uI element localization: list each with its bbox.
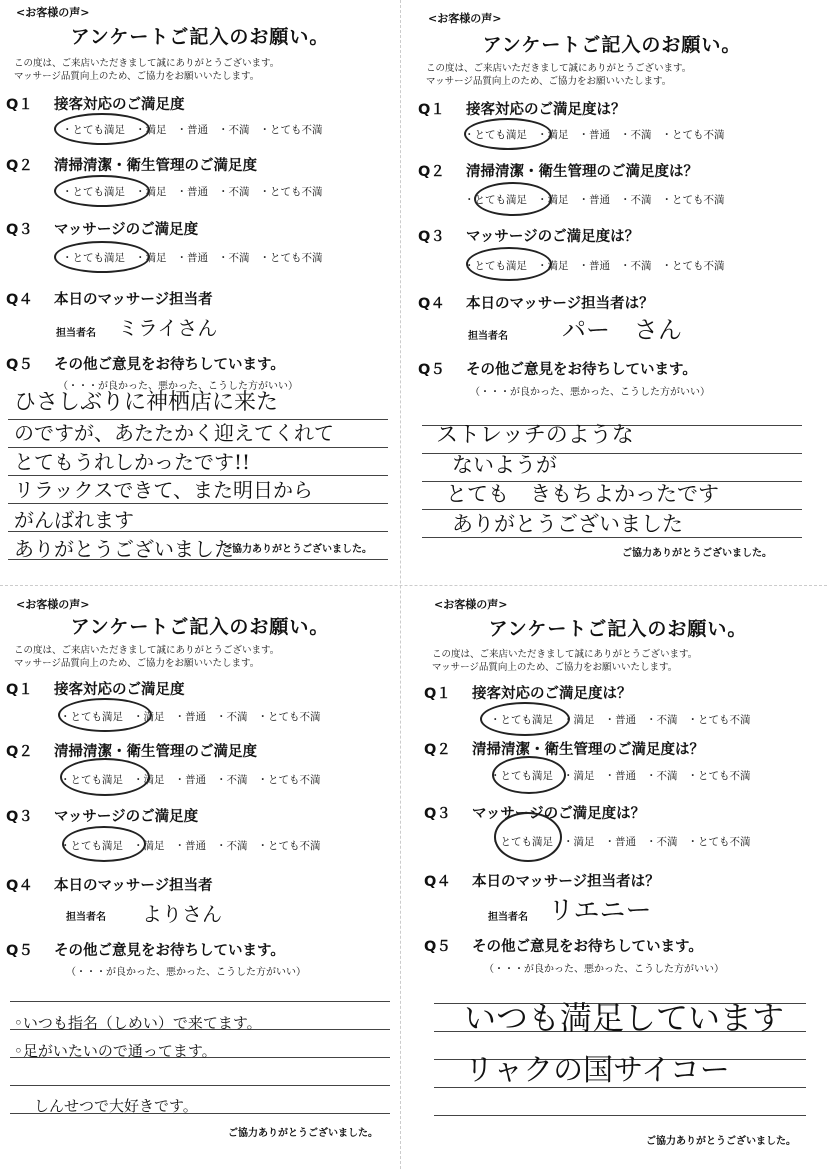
options-q3: ・とても満足 ・満足 ・普通 ・不満 ・とても不満 [464, 260, 725, 272]
comment-line-1[interactable]: ◦いつも指名（しめい）で来てます。 [14, 1014, 262, 1032]
option-satisfied[interactable]: ・満足 [135, 124, 167, 136]
survey-title: アンケートご記入のお願い。 [488, 618, 748, 640]
comment-line-3[interactable]: とても きもちよかったです [446, 482, 719, 506]
comment-line-1[interactable]: ひさしぶりに神栖店に来た [14, 390, 279, 415]
survey-title: アンケートご記入のお願い。 [482, 34, 742, 56]
answer-circle [492, 756, 566, 794]
question-3: Q３ マッサージのご満足度は？ [418, 229, 640, 245]
options-q2: ・とても満足 ・満足 ・普通 ・不満 ・とても不満 [62, 186, 323, 198]
question-2: Q２ 清掃清潔・衛生管理のご満足度は？ [418, 164, 698, 180]
comment-line-2[interactable]: ◦足がいたいので通ってます。 [14, 1042, 217, 1060]
question-5: Q５ その他ご意見をお待ちしています。 [6, 357, 285, 373]
staff-name[interactable]: よりさん [142, 902, 222, 926]
options-q3: ・とても満足 ・満足 ・普通 ・不満 ・とても不満 [62, 252, 323, 264]
options-q1: ・とても満足 ・満足 ・普通 ・不満 ・とても不満 [490, 714, 751, 726]
answer-circle [58, 698, 152, 732]
staff-name[interactable]: リエニー [548, 896, 652, 926]
options-q3: ・とても満足 ・満足 ・普通 ・不満 ・とても不満 [490, 836, 751, 848]
question-4: Q４ 本日のマッサージ担当者は？ [424, 874, 660, 890]
question-1: Q１ 接客対応のご満足度 [6, 97, 185, 113]
intro-text: この度は、ご来店いただきまして誠にありがとうございます。 マッサージ品質向上のため、ご協力をお願いいたします。 [426, 63, 692, 87]
intro-text: この度は、ご来店いただきまして誠にありがとうございます。 マッサージ品質向上のため、ご協力をお願いいたします。 [14, 645, 280, 669]
staff-label: 担当者名 [66, 912, 106, 923]
thanks-text: ご協力ありがとうございました。 [622, 548, 772, 559]
question-5: Q５ その他ご意見をお待ちしています。 [418, 362, 697, 378]
option-dissatisfied[interactable]: ・不満 [218, 124, 250, 136]
answer-circle [54, 241, 150, 273]
comment-line-6[interactable]: ありがとうございました [14, 537, 234, 561]
comment-line-4[interactable]: ありがとうございました [452, 512, 683, 536]
options-q2: ・とても満足 ・満足 ・普通 ・不満 ・とても不満 [490, 770, 751, 782]
comment-line-5[interactable]: がんばれます [14, 508, 134, 532]
option-normal[interactable]: ・普通 [176, 124, 208, 136]
question-4: Q４ 本日のマッサージ担当者は？ [418, 296, 654, 312]
intro-text: この度は、ご来店いただきまして誠にありがとうございます。 マッサージ品質向上のため、ご協力をお願いいたします。 [14, 58, 280, 82]
comment-line-1[interactable]: ストレッチのような [436, 423, 634, 448]
answer-circle [494, 812, 562, 862]
q5-subtitle: （・・・が良かった、悪かった、こうした方がいい） [484, 964, 724, 975]
staff-label: 担当者名 [56, 328, 96, 339]
survey-title: アンケートご記入のお願い。 [70, 26, 330, 48]
q5-subtitle: （・・・が良かった、悪かった、こうした方がいい） [66, 967, 306, 978]
answer-circle [62, 826, 146, 862]
intro-text: この度は、ご来店いただきまして誠にありがとうございます。 マッサージ品質向上のため、ご協力をお願いいたします。 [432, 649, 698, 673]
question-1: Q１ 接客対応のご満足度は？ [424, 686, 632, 702]
answer-circle [54, 175, 150, 207]
question-2: Q２ 清掃清潔・衛生管理のご満足度は？ [424, 742, 704, 758]
comment-line-3[interactable]: しんせつで大好きです。 [34, 1097, 198, 1115]
question-4: Q４ 本日のマッサージ担当者 [6, 292, 213, 308]
options-q2: ・とても満足 ・満足 ・普通 ・不満 ・とても不満 [60, 774, 321, 786]
thanks-text: ご協力ありがとうございました。 [228, 1128, 378, 1139]
comment-line-1[interactable]: いつも満足しています [464, 999, 785, 1037]
horizontal-divider [0, 585, 827, 586]
header-tag: <お客様の声> [16, 598, 90, 611]
options-q1: ・とても満足 ・満足 ・普通 ・不満 ・とても不満 [60, 711, 321, 723]
comment-line-2[interactable]: リャクの国サイコー [464, 1053, 730, 1088]
q5-subtitle: （・・・が良かった、悪かった、こうした方がいい） [58, 381, 298, 392]
options-q1: ・とても満足 ・満足 ・普通 ・不満 ・とても不満 [464, 129, 725, 141]
question-1: Q１ 接客対応のご満足度は？ [418, 102, 626, 118]
comment-line-3[interactable]: とてもうれしかったです!! [14, 450, 251, 474]
question-2: Q２ 清掃清潔・衛生管理のご満足度 [6, 744, 257, 760]
question-5: Q５ その他ご意見をお待ちしています。 [6, 943, 285, 959]
thanks-text: ご協力ありがとうございました。 [222, 544, 372, 555]
header-tag: <お客様の声> [16, 6, 90, 19]
answer-circle [480, 702, 570, 736]
question-5: Q５ その他ご意見をお待ちしています。 [424, 939, 703, 955]
option-very-satisfied[interactable]: ・とても満足 [62, 124, 125, 136]
question-2: Q２ 清掃清潔・衛生管理のご満足度 [6, 158, 257, 174]
comment-lines [8, 392, 388, 560]
survey-card-3 [0, 590, 400, 1165]
answer-circle [466, 247, 552, 281]
comment-lines [434, 976, 806, 1116]
question-1: Q１ 接客対応のご満足度 [6, 682, 185, 698]
thanks-text: ご協力ありがとうございました。 [646, 1136, 796, 1147]
survey-title: アンケートご記入のお願い。 [70, 616, 330, 638]
q5-subtitle: （・・・が良かった、悪かった、こうした方がいい） [470, 387, 710, 398]
survey-card-1 [0, 0, 400, 575]
comment-line-4[interactable]: リラックスできて、また明日から [14, 478, 313, 502]
staff-label: 担当者名 [468, 331, 508, 342]
options-q3: ・とても満足 ・満足 ・普通 ・不満 ・とても不満 [60, 840, 321, 852]
question-3: Q３ マッサージのご満足度 [6, 809, 199, 825]
header-tag: <お客様の声> [434, 598, 508, 611]
question-3: Q３ マッサージのご満足度 [6, 222, 199, 238]
question-4: Q４ 本日のマッサージ担当者 [6, 878, 213, 894]
answer-circle [60, 758, 150, 796]
staff-label: 担当者名 [488, 912, 528, 923]
comment-line-2[interactable]: ないようが [452, 453, 557, 477]
staff-name[interactable]: ミライさん [118, 316, 218, 340]
staff-name[interactable]: パー さん [562, 316, 682, 344]
header-tag: <お客様の声> [428, 12, 502, 25]
survey-card-4 [418, 590, 818, 1165]
comment-line-2[interactable]: のですが、あたたかく迎えてくれて [14, 421, 334, 445]
option-very-dissatisfied[interactable]: ・とても不満 [259, 124, 323, 136]
survey-card-2 [412, 0, 812, 575]
answer-circle [54, 113, 150, 145]
options-q2: ・とても満足 ・満足 ・普通 ・不満 ・とても不満 [464, 194, 725, 206]
question-3: Q３ マッサージのご満足度は？ [424, 806, 646, 822]
answer-circle [474, 182, 552, 216]
answer-circle [464, 118, 552, 150]
